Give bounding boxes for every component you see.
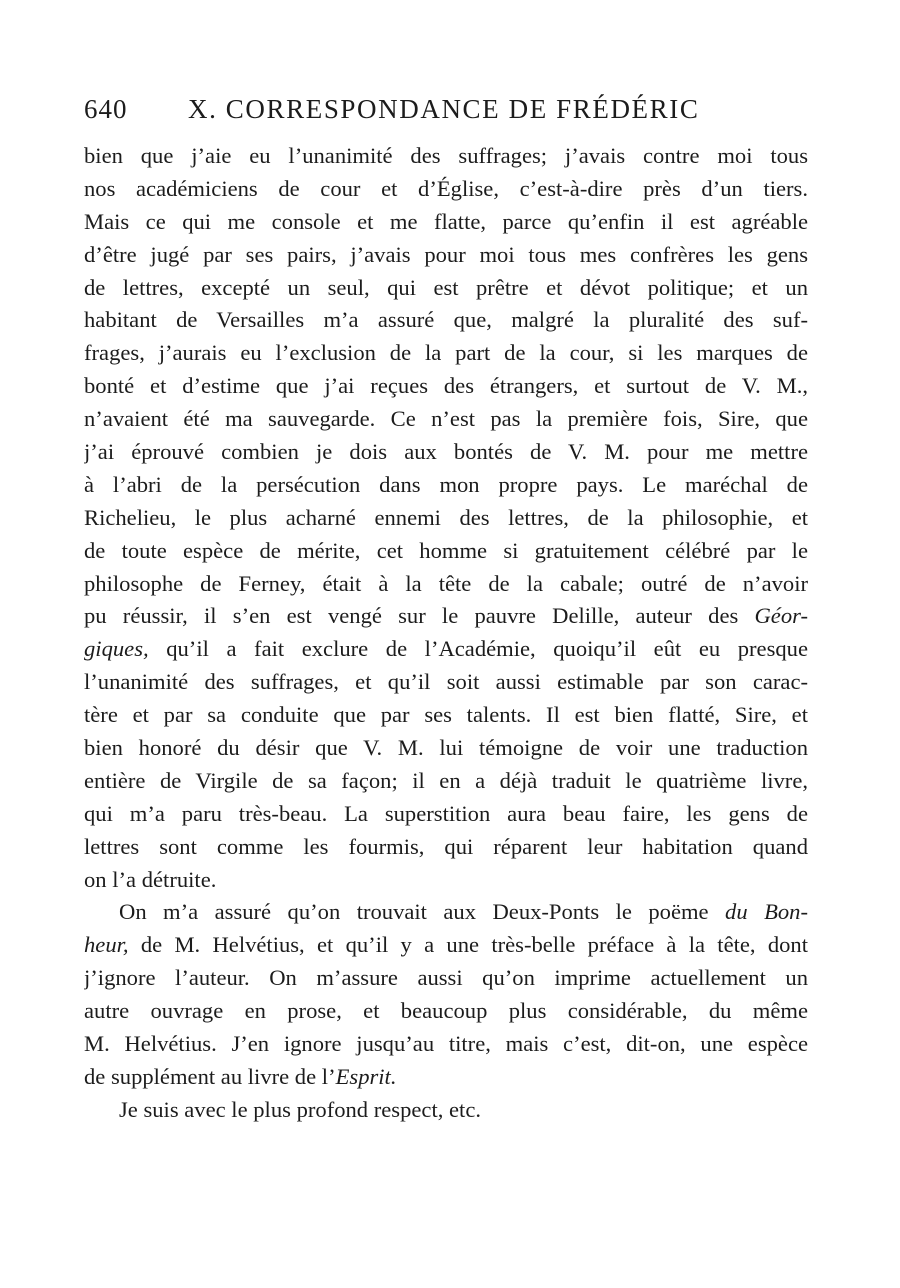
italic-title: giques, xyxy=(84,636,149,662)
text-line: de lettres, excepté un seul, qui est prêtre et dévot politique; et un xyxy=(84,274,808,300)
text-segment: qu’il a fait exclure de l’Académie, quoiqu’il eût eu presque xyxy=(148,636,808,662)
text-line: qui m’a paru très-beau. La superstition aura beau faire, les gens de xyxy=(84,800,808,826)
text-line: Mais ce qui me console et me flatte, parce qu’enfin il est agréable xyxy=(84,208,808,234)
text-line: bonté et d’estime que j’ai reçues des étrangers, et surtout de V. M., xyxy=(84,373,808,399)
text-line: j’ai éprouvé combien je dois aux bontés de V. M. pour me mettre xyxy=(84,439,808,465)
text-line xyxy=(84,1061,808,1094)
text-line: bien que j’aie eu l’unanimité des suffrages; j’avais contre moi tous xyxy=(84,143,808,168)
text-line: autre ouvrage en prose, et beaucoup plus considérable, du même xyxy=(84,998,808,1024)
italic-title: du Bon- xyxy=(725,899,808,925)
text-segment: de supplément au livre de l’ xyxy=(84,1063,336,1089)
text-line: Richelieu, le plus acharné ennemi des lettres, de la philosophie, et xyxy=(84,504,808,530)
text-line: habitant de Versailles m’a assuré que, malgré la pluralité des suf- xyxy=(84,307,808,333)
text-line: nos académiciens de cour et d’Église, c’est-à-dire près d’un tiers. xyxy=(84,175,808,201)
text-segment: On m’a assuré qu’on trouvait aux Deux-Ponts le poëme xyxy=(119,899,726,925)
text-line xyxy=(84,896,808,929)
italic-title: Géor- xyxy=(754,603,808,629)
page-number: 640 xyxy=(84,94,128,124)
text-line xyxy=(84,929,808,962)
text-line: bien honoré du désir que V. M. lui témoigne de voir une traduction xyxy=(84,735,808,761)
page-header xyxy=(84,94,814,134)
text-line: lettres sont comme les fourmis, qui réparent leur habitation quand xyxy=(84,833,808,859)
text-line: entière de Virgile de sa façon; il en a déjà traduit le quatrième livre, xyxy=(84,767,808,793)
paragraph xyxy=(84,896,808,1093)
text-line xyxy=(84,600,808,633)
italic-title: Esprit. xyxy=(335,1063,397,1089)
text-line: de toute espèce de mérite, cet homme si gratuitement célébré par le xyxy=(84,537,808,563)
italic-title: heur, xyxy=(84,932,129,958)
text-line: d’être jugé par ses pairs, j’avais pour moi tous mes confrères les gens xyxy=(84,241,808,267)
text-line: j’ignore l’auteur. On m’assure aussi qu’on imprime actuellement un xyxy=(84,965,808,991)
text-line: philosophe de Ferney, était à la tête de la cabale; outré de n’avoir xyxy=(84,570,808,596)
closing-line: Je suis avec le plus profond respect, etc. xyxy=(119,1096,482,1122)
text-line xyxy=(84,633,808,666)
text-line: à l’abri de la persécution dans mon propre pays. Le maréchal de xyxy=(84,471,808,497)
running-title: X. CORRESPONDANCE DE FRÉDÉRIC xyxy=(188,94,700,124)
text-segment: pu réussir, il s’en est vengé sur le pauvre Delille, auteur des xyxy=(84,603,755,629)
paragraph xyxy=(84,1094,808,1127)
text-line: tère et par sa conduite que par ses talents. Il est bien flatté, Sire, et xyxy=(84,702,808,728)
text-line: l’unanimité des suffrages, et qu’il soit aussi estimable par son carac- xyxy=(84,669,808,695)
text-line: on l’a détruite. xyxy=(84,866,217,892)
text-line: M. Helvétius. J’en ignore jusqu’au titre, mais c’est, dit-on, une espèce xyxy=(84,1031,808,1057)
text-line: frages, j’aurais eu l’exclusion de la part de la cour, si les marques de xyxy=(84,340,808,366)
text-line: n’avaient été ma sauvegarde. Ce n’est pas la première fois, Sire, que xyxy=(84,406,808,432)
paragraph xyxy=(84,140,808,896)
body-text xyxy=(84,140,808,1127)
text-segment: de M. Helvétius, et qu’il y a une très-belle préface à la tête, dont xyxy=(128,932,808,958)
